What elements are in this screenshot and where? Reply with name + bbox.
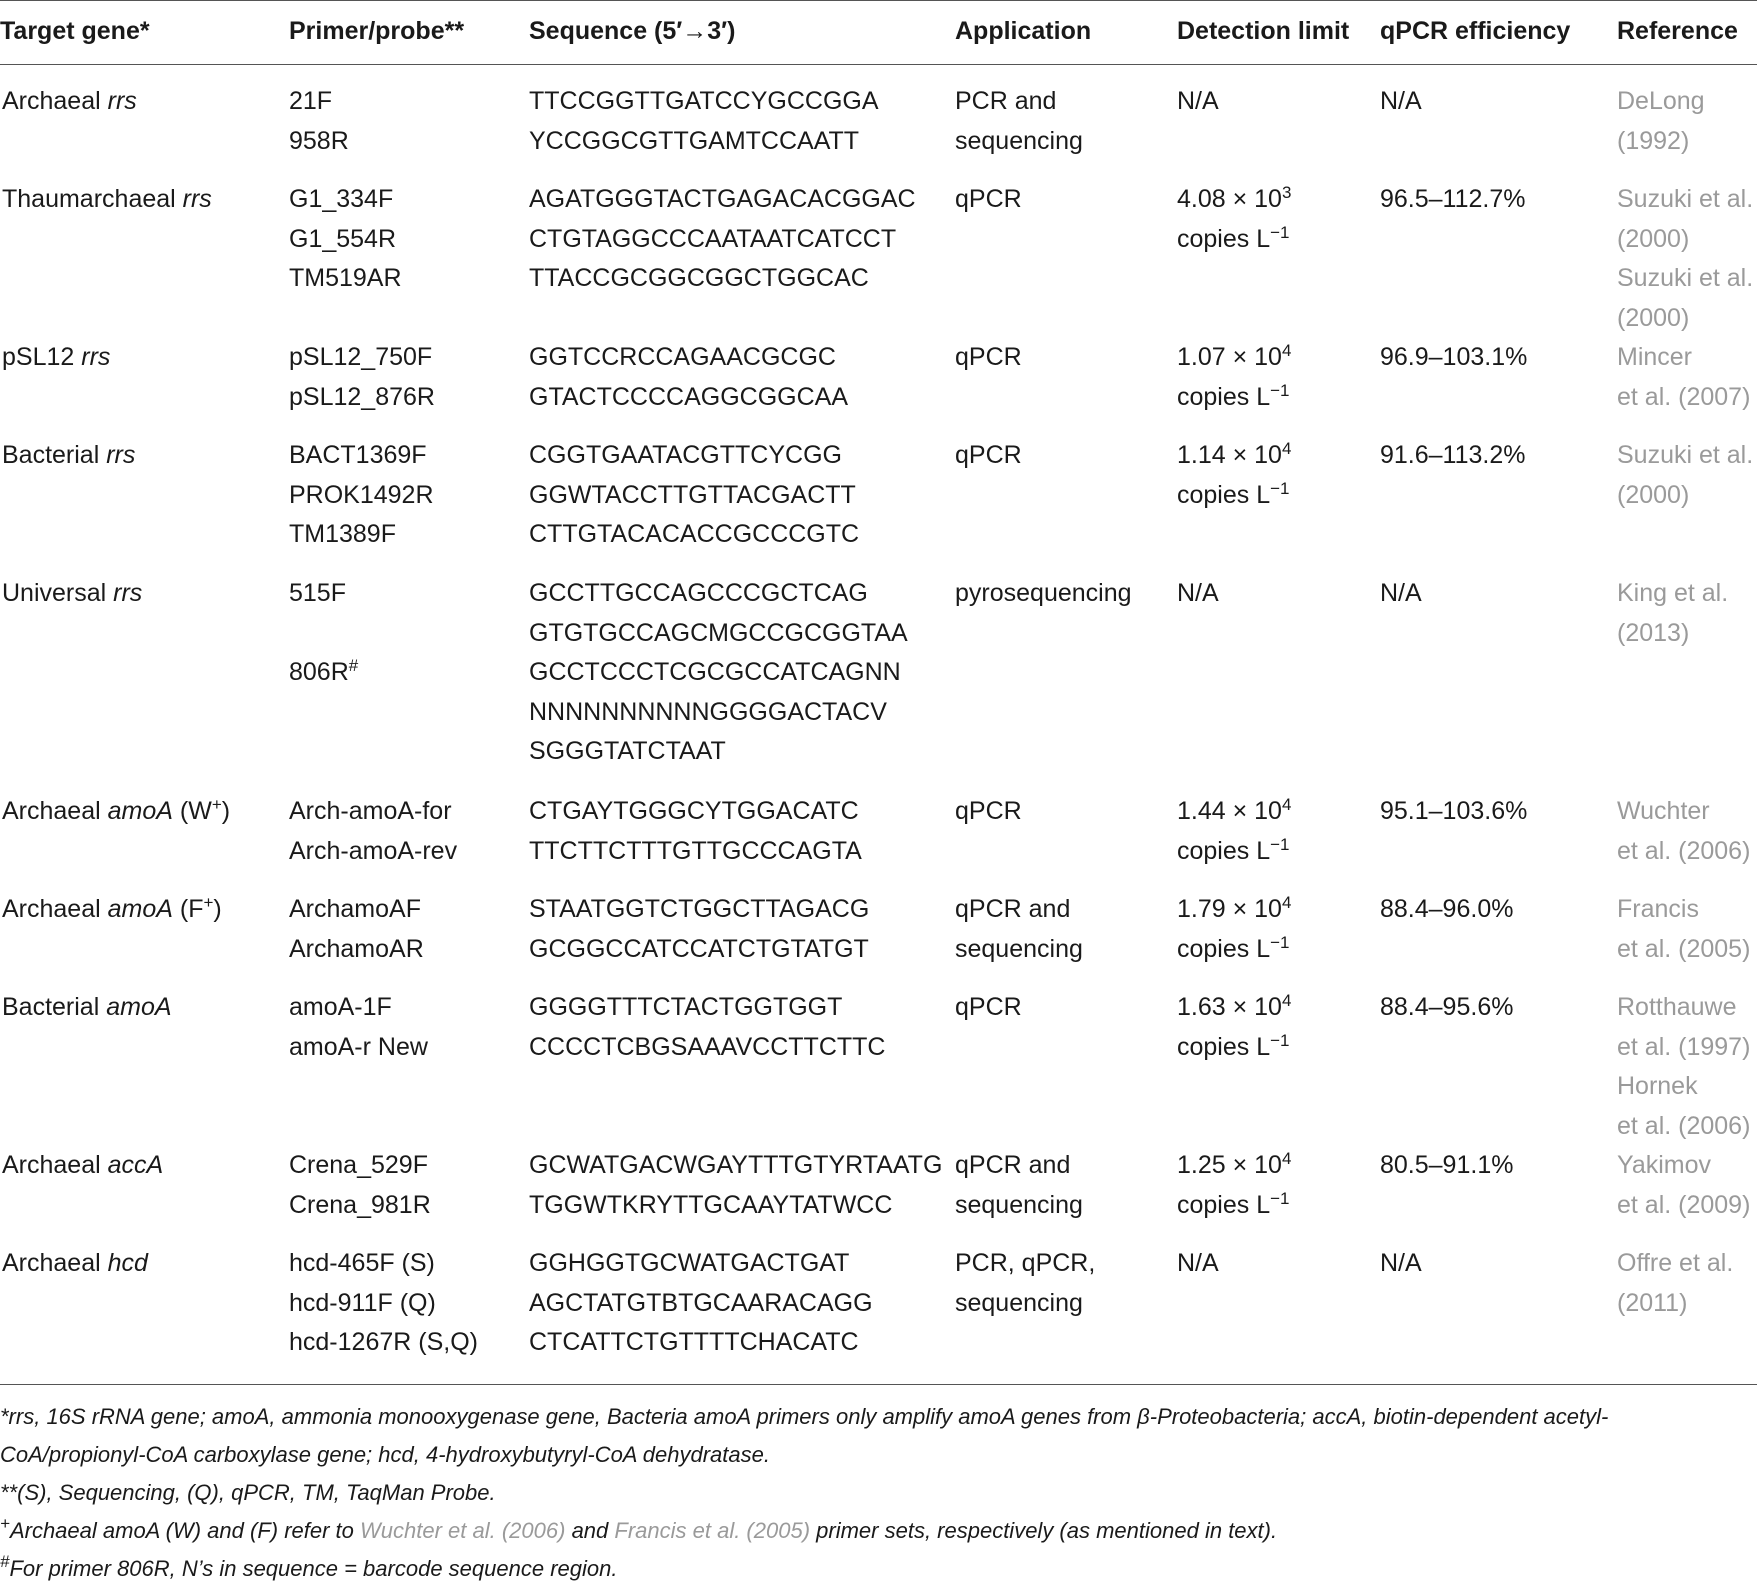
cell-sequence: CTCATTCTGTTTTCHACATC (529, 1328, 859, 1356)
footnote-3-ref-francis[interactable]: Francis et al. (2005) (614, 1518, 811, 1543)
gene-prefix: Archaeal (2, 895, 108, 923)
cell-application: qPCR (955, 797, 1022, 825)
detection-value: 1.14 × 10 (1177, 441, 1282, 469)
gene-prefix: Archaeal (2, 1151, 108, 1179)
primer-name: TM1389F (289, 520, 396, 548)
footnote-3-mark: + (0, 1514, 10, 1533)
cell-qpcr-efficiency: 80.5–91.1% (1380, 1151, 1514, 1179)
gene-prefix: Archaeal (2, 87, 108, 115)
footnote-3-text-b: and (565, 1518, 615, 1543)
header-rule (0, 64, 1757, 65)
cell-reference[interactable]: (2011) (1617, 1288, 1688, 1317)
unit-exponent: −1 (1270, 222, 1290, 242)
cell-qpcr-efficiency: 96.9–103.1% (1380, 343, 1528, 371)
cell-reference[interactable]: et al. (1997) (1617, 1032, 1751, 1061)
detection-unit: copies L (1177, 224, 1271, 253)
gene-name: accA (107, 1151, 164, 1179)
primer-name: Arch-amoA-for (289, 797, 452, 825)
cell-application: sequencing (955, 126, 1083, 155)
gene-name: rrs (113, 579, 143, 607)
cell-primer (289, 1284, 436, 1324)
primer-name: pSL12_876R (289, 382, 435, 411)
cell-primer (289, 1028, 428, 1068)
detection-exponent: 3 (1281, 183, 1292, 202)
cell-application: PCR, qPCR, (955, 1249, 1096, 1277)
primer-name: TM519AR (289, 264, 402, 292)
cell-detection-unit (1177, 378, 1290, 418)
header-qpcr-efficiency: qPCR efficiency (1380, 17, 1571, 45)
cell-primer (289, 930, 424, 970)
cell-target-gene (2, 82, 137, 122)
footnote-4-text: For primer 806R, N’s in sequence = barcode sequence region. (9, 1556, 618, 1581)
cell-sequence: GGHGGTGCWATGACTGAT (529, 1249, 850, 1277)
cell-target-gene (2, 1244, 148, 1284)
cell-application: pyrosequencing (955, 579, 1132, 607)
header-detection-limit: Detection limit (1177, 17, 1350, 45)
cell-target-gene (2, 890, 222, 930)
cell-detection-limit (1177, 1146, 1291, 1186)
detection-exponent: 4 (1281, 341, 1292, 360)
cell-reference[interactable]: Rotthauwe (1617, 993, 1737, 1021)
cell-detection-unit (1177, 1186, 1290, 1226)
cell-sequence: GCWATGACWGAYTTTGTYRTAATG (529, 1151, 943, 1179)
cell-reference[interactable]: King et al. (1617, 579, 1729, 607)
gene-name: rrs (182, 185, 212, 213)
cell-detection-limit: N/A (1177, 579, 1219, 607)
detection-unit: copies L (1177, 480, 1271, 509)
gene-prefix: Archaeal (2, 797, 108, 825)
footnote-3-text-a: Archaeal amoA (W) and (F) refer to (9, 1518, 361, 1543)
cell-reference[interactable]: et al. (2005) (1617, 934, 1751, 963)
cell-detection-limit (1177, 988, 1291, 1028)
cell-target-gene (2, 180, 212, 220)
detection-unit: copies L (1177, 934, 1271, 963)
primer-name: Arch-amoA-rev (289, 836, 458, 865)
cell-application: PCR and (955, 87, 1057, 115)
cell-primer (289, 476, 434, 516)
cell-primer (289, 574, 346, 614)
cell-sequence: STAATGGTCTGGCTTAGACG (529, 895, 870, 923)
gene-suffix: (W (172, 797, 212, 825)
cell-sequence: GGGGTTTCTACTGGTGGT (529, 993, 843, 1021)
footnote-2: **(S), Sequencing, (Q), qPCR, TM, TaqMan Probe. (0, 1480, 496, 1505)
gene-name: amoA (107, 797, 173, 825)
gene-superscript: + (211, 795, 222, 814)
gene-prefix: pSL12 (2, 343, 82, 371)
primer-name: amoA-r New (289, 1032, 428, 1061)
cell-reference[interactable]: et al. (2007) (1617, 382, 1751, 411)
unit-exponent: −1 (1270, 834, 1290, 854)
cell-application: qPCR (955, 441, 1022, 469)
cell-qpcr-efficiency: N/A (1380, 1249, 1422, 1277)
cell-reference[interactable]: (2000) (1617, 480, 1690, 509)
cell-reference[interactable]: Suzuki et al. (1617, 441, 1754, 469)
cell-reference[interactable]: et al. (2009) (1617, 1190, 1751, 1219)
footnote-4-mark: # (0, 1552, 10, 1571)
cell-primer (289, 122, 349, 162)
detection-value: 1.25 × 10 (1177, 1151, 1282, 1179)
cell-sequence: GCCTTGCCAGCCCGCTCAG (529, 579, 868, 607)
detection-unit: copies L (1177, 1190, 1271, 1219)
gene-close: ) (213, 895, 222, 923)
cell-target-gene (2, 1146, 163, 1186)
gene-prefix: Bacterial (2, 441, 107, 469)
cell-sequence: GGWTACCTTGTTACGACTT (529, 480, 856, 509)
cell-sequence: GGTCCRCCAGAACGCGC (529, 343, 836, 371)
cell-reference[interactable]: Yakimov (1617, 1151, 1712, 1179)
primer-name: hcd-465F (S) (289, 1249, 435, 1277)
detection-exponent: 4 (1281, 893, 1292, 912)
cell-sequence: TTCTTCTTTGTTGCCCAGTA (529, 836, 862, 865)
detection-value: 4.08 × 10 (1177, 185, 1282, 213)
cell-sequence: YCCGGCGTTGAMTCCAATT (529, 126, 860, 155)
cell-target-gene (2, 988, 172, 1028)
primer-name: 806R (289, 658, 349, 686)
detection-unit: copies L (1177, 836, 1271, 865)
cell-detection-unit (1177, 930, 1290, 970)
detection-value: 1.63 × 10 (1177, 993, 1282, 1021)
cell-sequence: CGGTGAATACGTTCYCGG (529, 441, 842, 469)
cell-detection-unit (1177, 220, 1290, 260)
cell-primer (289, 82, 332, 122)
cell-qpcr-efficiency: 88.4–95.6% (1380, 993, 1514, 1021)
cell-qpcr-efficiency: N/A (1380, 87, 1422, 115)
cell-sequence: CTGAYTGGGCYTGGACATC (529, 797, 859, 825)
detection-unit: copies L (1177, 1032, 1271, 1061)
primer-name: pSL12_750F (289, 343, 433, 371)
cell-application: sequencing (955, 1288, 1083, 1317)
cell-reference[interactable]: (2000) (1617, 303, 1690, 332)
detection-exponent: 4 (1281, 795, 1292, 814)
gene-prefix: Bacterial (2, 993, 107, 1021)
detection-value: 1.07 × 10 (1177, 343, 1282, 371)
gene-name: hcd (107, 1249, 148, 1277)
primer-name: ArchamoAR (289, 934, 424, 963)
cell-target-gene (2, 792, 230, 832)
footnote-1 (0, 1398, 1757, 1474)
cell-reference[interactable]: et al. (2006) (1617, 836, 1751, 865)
cell-target-gene (2, 574, 142, 614)
cell-reference[interactable]: (2000) (1617, 224, 1690, 253)
unit-exponent: −1 (1270, 932, 1290, 952)
cell-qpcr-efficiency: 95.1–103.6% (1380, 797, 1528, 825)
header-sequence: Sequence (5′→3′) (529, 17, 736, 45)
cell-sequence: NNNNNNNNNNGGGGACTACV (529, 697, 887, 726)
cell-detection-unit (1177, 476, 1290, 516)
cell-application: qPCR (955, 343, 1022, 371)
header-application: Application (955, 17, 1092, 45)
unit-exponent: −1 (1270, 380, 1290, 400)
cell-reference[interactable]: Francis (1617, 895, 1699, 923)
detection-exponent: 4 (1281, 991, 1292, 1010)
top-rule (0, 0, 1757, 1)
unit-exponent: −1 (1270, 1030, 1290, 1050)
cell-primer (289, 515, 396, 555)
cell-primer (289, 338, 432, 378)
primer-name: 958R (289, 126, 349, 155)
gene-close: ) (221, 797, 231, 825)
cell-primer (289, 1146, 428, 1186)
cell-reference[interactable]: (2013) (1617, 618, 1690, 647)
cell-reference[interactable]: et al. (2006) (1617, 1111, 1751, 1140)
primer-name: Crena_981R (289, 1190, 431, 1219)
primer-name: 21F (289, 87, 333, 115)
gene-name: rrs (107, 87, 137, 115)
footnote-1-line-1: *rrs, 16S rRNA gene; amoA, ammonia monooxygenase gene, Bacteria amoA primers only amplify amoA genes from β-Proteobacteria; accA, biotin-dependent acetyl- (0, 1404, 1609, 1429)
header-reference: Reference (1617, 17, 1738, 45)
cell-primer (289, 832, 457, 872)
cell-sequence: TTACCGCGGCGGCTGGCAC (529, 264, 869, 292)
cell-reference[interactable]: Suzuki et al. (1617, 264, 1754, 292)
primer-name: G1_554R (289, 224, 397, 253)
cell-primer (289, 653, 358, 693)
cell-primer (289, 792, 452, 832)
unit-exponent: −1 (1270, 1188, 1290, 1208)
gene-prefix: Archaeal (2, 1249, 108, 1277)
cell-reference[interactable]: (1992) (1617, 126, 1690, 155)
cell-detection-limit (1177, 180, 1291, 220)
cell-qpcr-efficiency: 88.4–96.0% (1380, 895, 1514, 923)
primer-name: 515F (289, 579, 346, 607)
gene-name: rrs (81, 343, 111, 371)
cell-detection-limit (1177, 792, 1291, 832)
gene-prefix: Thaumarchaeal (2, 185, 183, 213)
cell-primer (289, 1244, 435, 1284)
cell-sequence: CTGTAGGCCCAATAATCATCCT (529, 224, 897, 253)
cell-primer (289, 988, 392, 1028)
cell-detection-unit (1177, 832, 1290, 872)
cell-reference[interactable]: Suzuki et al. (1617, 185, 1754, 213)
cell-detection-limit (1177, 890, 1291, 930)
unit-exponent: −1 (1270, 478, 1290, 498)
cell-application: qPCR and (955, 1151, 1071, 1179)
gene-name: amoA (106, 993, 172, 1021)
cell-detection-limit: N/A (1177, 1249, 1219, 1277)
cell-sequence: GTGTGCCAGCMGCCGCGGTAA (529, 618, 908, 647)
detection-exponent: 4 (1281, 1149, 1292, 1168)
cell-primer (289, 259, 402, 299)
cell-application: sequencing (955, 934, 1083, 963)
detection-unit: copies L (1177, 382, 1271, 411)
gene-prefix: Universal (2, 579, 114, 607)
cell-sequence: CTTGTACACACCGCCCGTC (529, 520, 860, 548)
cell-reference[interactable]: Hornek (1617, 1072, 1698, 1100)
cell-primer (289, 180, 393, 220)
footnote-4 (0, 1550, 1757, 1588)
footnote-3 (0, 1512, 1757, 1550)
primer-name: BACT1369F (289, 441, 427, 469)
detection-value: 1.79 × 10 (1177, 895, 1282, 923)
footnote-3-ref-wuchter[interactable]: Wuchter et al. (2006) (360, 1518, 566, 1543)
primer-name: Crena_529F (289, 1151, 428, 1179)
cell-application: qPCR and (955, 895, 1071, 923)
cell-sequence: TTCCGGTTGATCCYGCCGGA (529, 87, 879, 115)
cell-sequence: GTACTCCCCAGGCGGCAA (529, 382, 848, 411)
primer-superscript: # (348, 656, 359, 675)
gene-name: rrs (106, 441, 136, 469)
cell-primer (289, 436, 427, 476)
cell-sequence: GCCTCCCTCGCGCCATCAGNN (529, 658, 901, 686)
cell-reference[interactable]: Mincer (1617, 343, 1693, 371)
primer-name: PROK1492R (289, 480, 434, 509)
gene-superscript: + (203, 893, 214, 912)
cell-application: sequencing (955, 1190, 1083, 1219)
primer-name: hcd-1267R (S,Q) (289, 1328, 478, 1356)
cell-reference[interactable]: DeLong (1617, 87, 1705, 115)
detection-value: 1.44 × 10 (1177, 797, 1282, 825)
gene-suffix: (F (172, 895, 204, 923)
cell-reference[interactable]: Offre et al. (1617, 1249, 1734, 1277)
primer-name: hcd-911F (Q) (289, 1288, 436, 1317)
cell-sequence: GCGGCCATCCATCTGTATGT (529, 934, 869, 963)
cell-sequence: CCCCTCBGSAAAVCCTTCTTC (529, 1032, 886, 1061)
cell-application: qPCR (955, 993, 1022, 1021)
detection-exponent: 4 (1281, 439, 1292, 458)
cell-detection-limit: N/A (1177, 87, 1219, 115)
cell-primer (289, 220, 396, 260)
cell-qpcr-efficiency: N/A (1380, 579, 1422, 607)
cell-sequence: TGGWTKRYTTGCAAYTATWCC (529, 1190, 893, 1219)
cell-sequence: SGGGTATCTAAT (529, 737, 726, 765)
cell-primer (289, 890, 421, 930)
primer-name: G1_334F (289, 185, 394, 213)
cell-detection-limit (1177, 436, 1291, 476)
primer-name: ArchamoAF (289, 895, 421, 923)
cell-primer (289, 1186, 431, 1226)
gene-name: amoA (107, 895, 173, 923)
cell-qpcr-efficiency: 96.5–112.7% (1380, 185, 1526, 213)
cell-sequence: AGCTATGTBTGCAARACAGG (529, 1288, 873, 1317)
cell-qpcr-efficiency: 91.6–113.2% (1380, 441, 1526, 469)
cell-detection-unit (1177, 1028, 1290, 1068)
header-primer-probe: Primer/probe** (289, 17, 465, 45)
cell-sequence: AGATGGGTACTGAGACACGGAC (529, 185, 916, 213)
cell-detection-limit (1177, 338, 1291, 378)
cell-reference[interactable]: Wuchter (1617, 797, 1710, 825)
cell-target-gene (2, 436, 135, 476)
bottom-rule (0, 1384, 1757, 1385)
cell-target-gene (2, 338, 110, 378)
footnote-1-line-2: CoA/propionyl-CoA carboxylase gene; hcd, 4-hydroxybutyryl-CoA dehydratase. (0, 1442, 770, 1467)
header-target-gene: Target gene* (0, 17, 150, 45)
primer-name: amoA-1F (289, 993, 392, 1021)
footnote-3-text-c: primer sets, respectively (as mentioned in text). (810, 1518, 1278, 1543)
cell-primer (289, 378, 435, 418)
cell-application: qPCR (955, 185, 1022, 213)
cell-primer (289, 1323, 478, 1363)
